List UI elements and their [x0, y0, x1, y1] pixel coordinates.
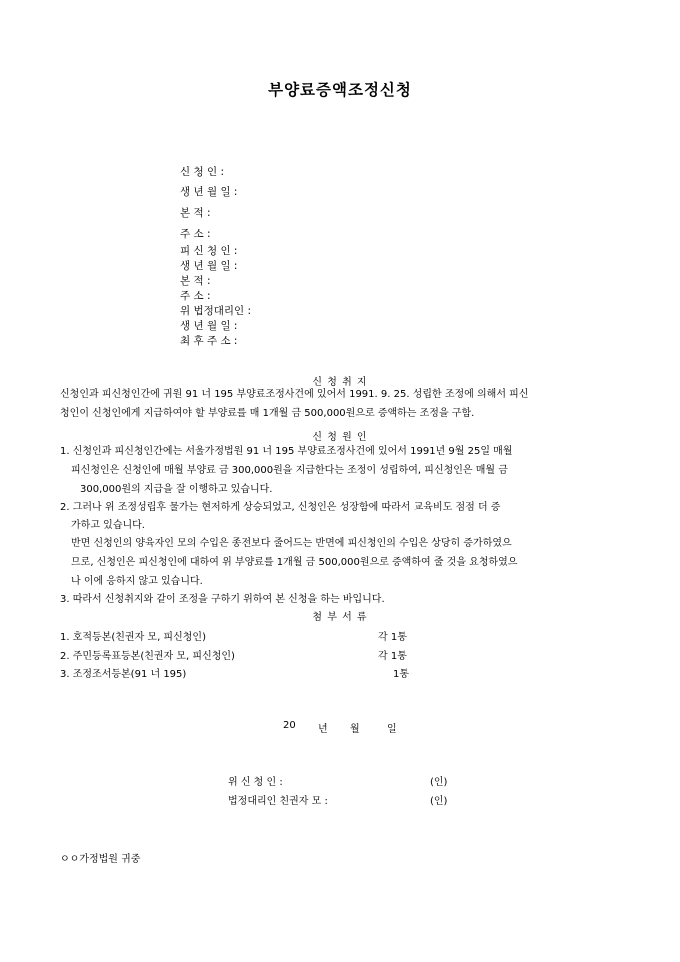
respondent-domicile-label: 본 적 : [180, 275, 211, 287]
cause-line: 2. 그러나 위 조정성립후 물가는 현저하게 상승되었고, 신청인은 성장함에 따라서 교육비도 점점 더 증 [60, 502, 501, 513]
cause-heading: 신 청 원 인 [312, 432, 368, 443]
attachment-name: 3. 조정조서등본(91 너 195) [60, 669, 187, 680]
cause-line: 므로, 신청인은 피신청인에 대하여 위 부양료를 1개월 금 500,000원으로 증액하여 줄 것을 요청하였으 [71, 557, 518, 568]
cause-line: 1. 신청인과 피신청인간에는 서울가정법원 91 너 195 부양료조정사건에 있어서 1991년 9월 25일 매월 [60, 446, 513, 457]
date-month-label: 월 [350, 724, 360, 735]
attachment-qty: 1통 [393, 669, 410, 680]
last-address-label: 최 후 주 소 : [180, 335, 238, 347]
purpose-line: 청인이 신청인에게 지급하여야 할 부양료를 매 1개월 금 500,000원으로 증액하는 조정을 구함. [60, 408, 475, 419]
purpose-heading: 신 청 취 지 [312, 377, 368, 388]
guardian-signature-label: 법정대리인 친권자 모 : [228, 796, 328, 807]
attachment-qty: 각 1통 [378, 651, 407, 662]
cause-line: 가하고 있습니다. [71, 520, 145, 531]
applicant-address-label: 주 소 : [180, 228, 211, 240]
legal-representative-label: 위 법정대리인 : [180, 305, 252, 317]
applicant-domicile-label: 본 적 : [180, 207, 211, 219]
document-title: 부양료증액조정신청 [268, 81, 412, 99]
cause-line: 나 이에 응하지 않고 있습니다. [71, 576, 203, 587]
attachment-name: 2. 주민등록표등본(친권자 모, 피신청인) [60, 651, 235, 662]
cause-line: 3. 따라서 신청취지와 같이 조정을 구하기 위하여 본 신청을 하는 바입니다. [60, 594, 385, 605]
respondent-address-label: 주 소 : [180, 290, 211, 302]
date-day-label: 일 [387, 724, 397, 735]
attachments-heading: 첨 부 서 류 [312, 612, 368, 623]
applicant-signature-label: 위 신 청 인 : [228, 777, 283, 788]
respondent-label: 피 신 청 인 : [180, 245, 238, 257]
representative-birth-label: 생 년 월 일 : [180, 320, 238, 332]
attachment-qty: 각 1통 [378, 632, 407, 643]
purpose-line: 신청인과 피신청인간에 귀원 91 너 195 부양료조정사건에 있어서 1991. 9. 25. 성립한 조정에 의해서 피신 [60, 389, 529, 400]
respondent-birth-label: 생 년 월 일 : [180, 260, 238, 272]
cause-line: 피신청인은 신청인에 매월 부양료 금 300,000원을 지급한다는 조정이 성립하여, 피신청인은 매월 금 [71, 465, 508, 476]
date-year-label: 년 [318, 724, 328, 735]
applicant-label: 신 청 인 : [180, 166, 224, 178]
cause-line: 300,000원의 지급을 잘 이행하고 있습니다. [80, 484, 273, 495]
guardian-seal: (인) [430, 796, 448, 807]
applicant-seal: (인) [430, 777, 448, 788]
attachment-name: 1. 호적등본(친권자 모, 피신청인) [60, 632, 206, 643]
applicant-birth-label: 생 년 월 일 : [180, 186, 238, 198]
court-addressee: ㅇㅇ가정법원 귀중 [60, 854, 141, 865]
date-year: 20 [283, 720, 296, 731]
cause-line: 반면 신청인의 양육자인 모의 수입은 종전보다 줄어드는 반면에 피신청인의 수입은 상당히 증가하였으 [71, 538, 512, 549]
